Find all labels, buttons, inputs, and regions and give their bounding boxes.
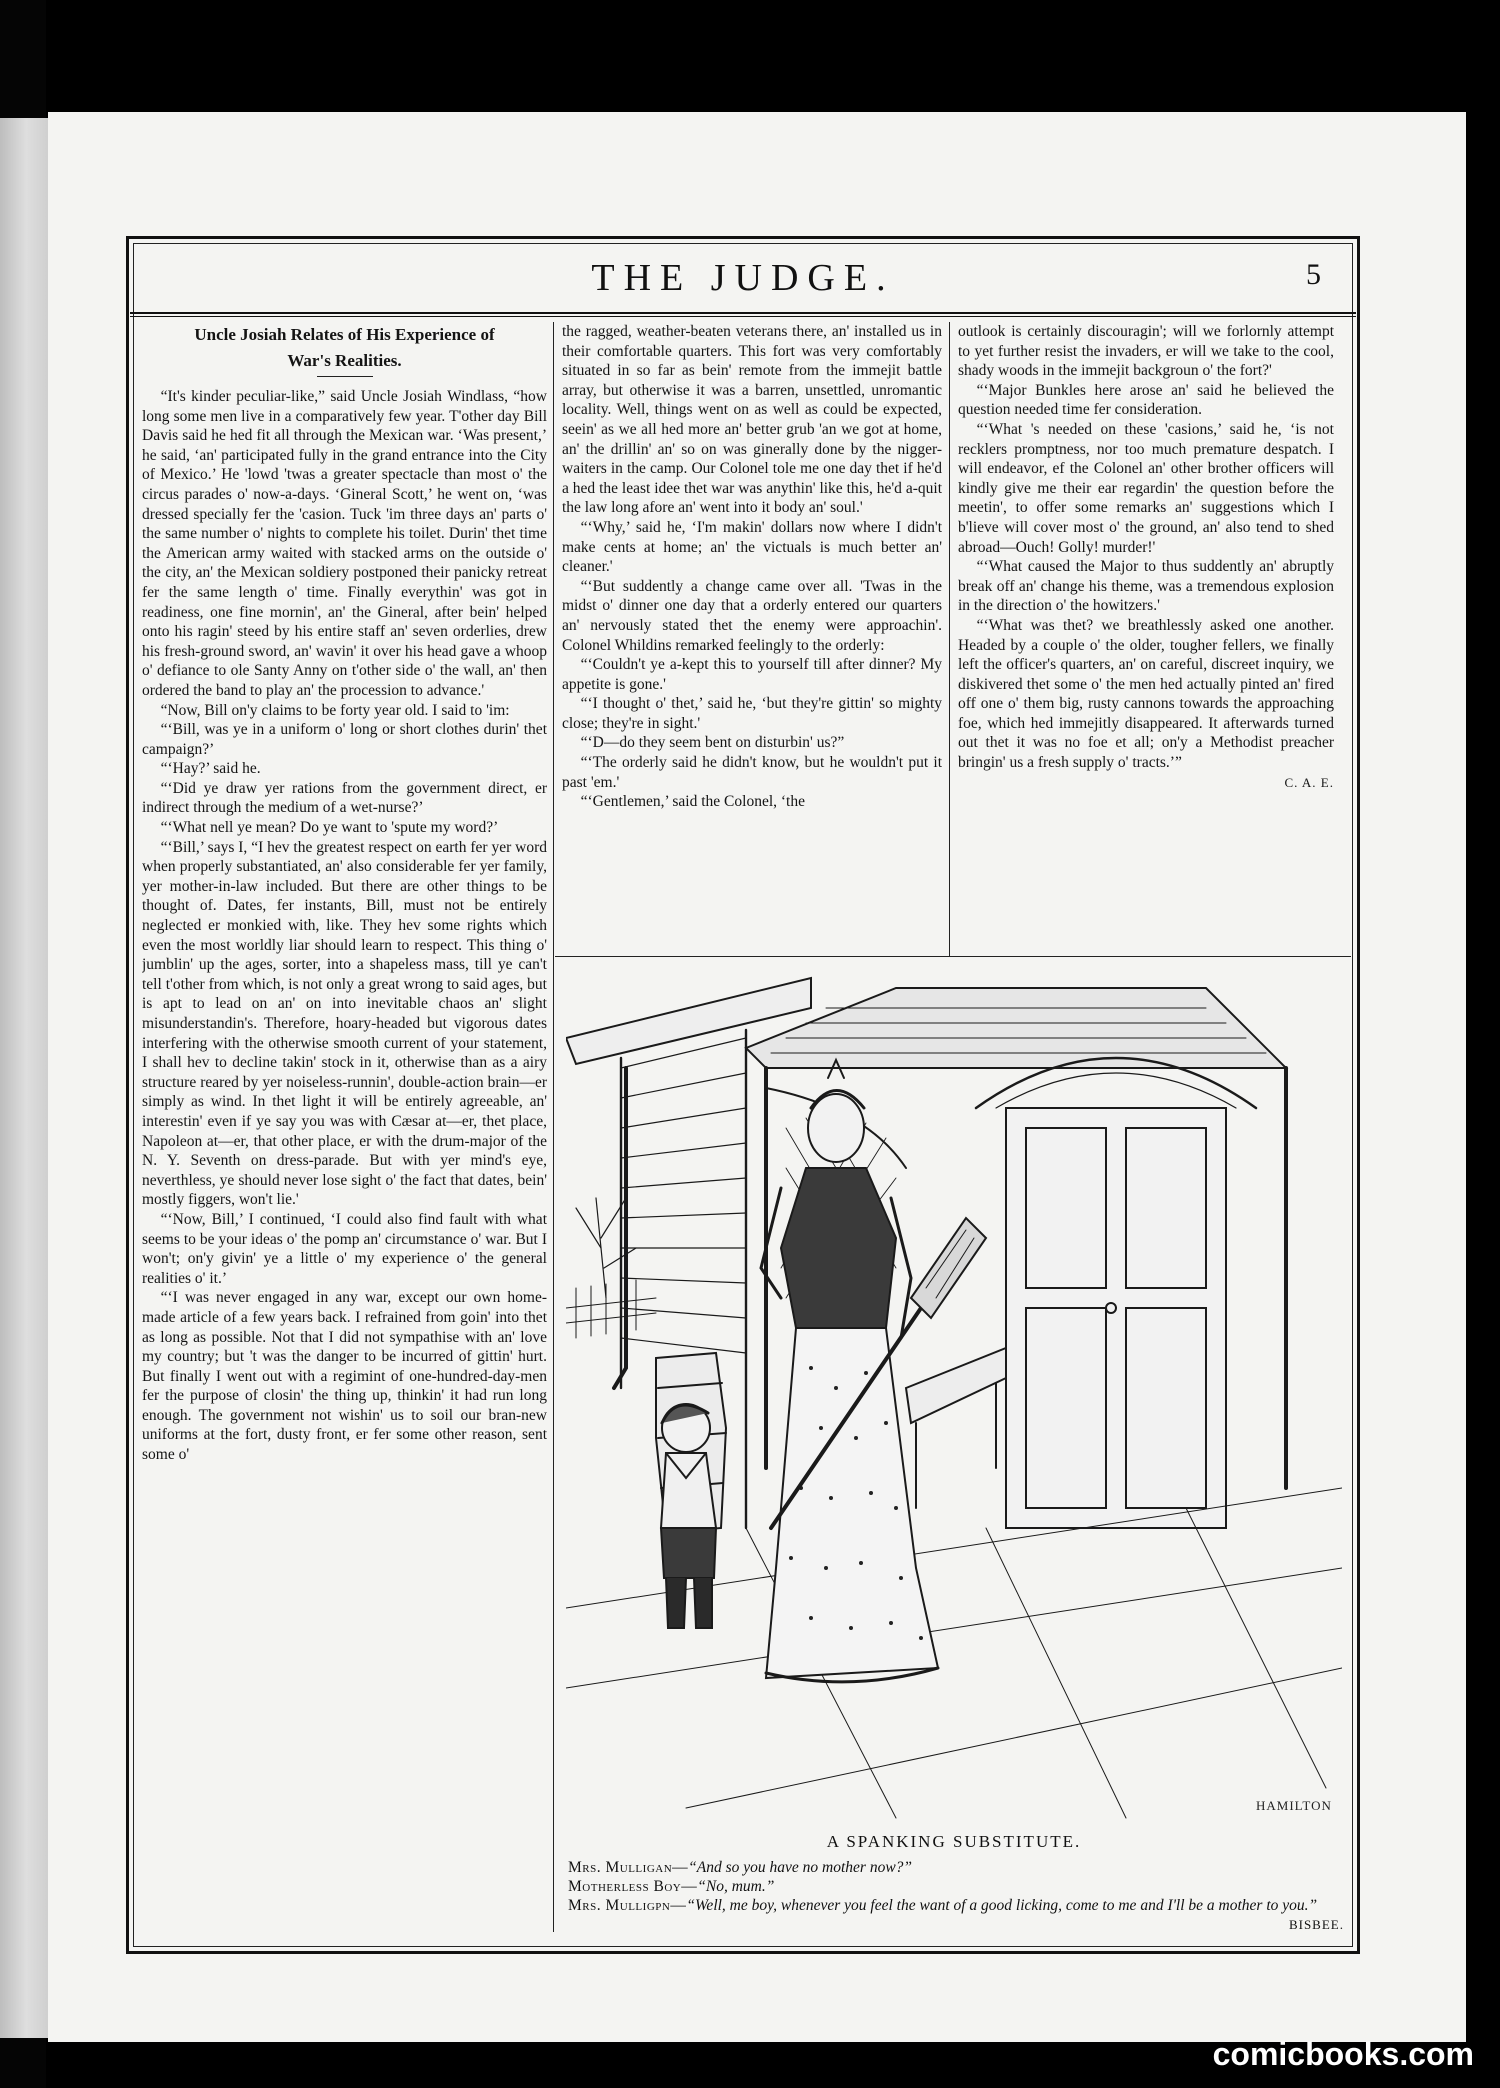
column-divider-1 [553, 322, 554, 1932]
paragraph: “‘What was thet? we breathlessly asked one another. Headed by a couple o' the older, tougher fellers, we finally left the officer's quarters, an' on careful, discreet inquiry, we diskivered thet some o' the men hed actually pinted an' fired off one o' them big, rusty cannons towards the approaching foe, which hed immejitly disappeared. It afterwards turned out thet it was no foe et all; on'y a Methodist preacher bringin' us a fresh supply o' tracts.’” [958, 616, 1334, 772]
picket-fence [566, 1280, 656, 1338]
caption-signature: BISBEE. [1288, 1917, 1344, 1932]
house-siding [621, 1038, 746, 1353]
speaker-label: Motherless Boy— [568, 1878, 698, 1895]
dialogue-line-1 [568, 1858, 1344, 1877]
column-divider-2 [949, 322, 950, 956]
paragraph: the ragged, weather-beaten veterans there, an' installed us in their comfortable quarters. This fort was very comfortably situated in so far as bein' remote from the immejit battle array, but otherwise it was a barren, unsettled, unromantic locality. Well, things went on as well as could be expected, seein' as we all hed more an' better grub 'an we got at home, an' the drillin' an' so on was ginerally done by the nigger-waiters in the camp. Our Colonel tole me one day thet if he'd a hed the least idee thet war was anythin' like this, he'd a-quit the law long afore an' went into it body an' soul.' [562, 323, 942, 517]
paragraph: outlook is certainly discouragin'; will we forlornly attempt to yet further resist the invaders, er will we take to the cool, shady woods in the immejit backgroun o' the fort?' [958, 323, 1334, 380]
paragraph: “‘Did ye draw yer rations from the government direct, er indirect through the medium of a wet-nurse?’ [142, 779, 547, 817]
paragraph: “‘Hay?’ said he. [160, 760, 261, 778]
porch-roof [746, 988, 1286, 1068]
polka-dot-skirt [766, 1328, 938, 1678]
paragraph: “‘What caused the Major to thus suddently an' abruptly break off an' change his theme, was a tremendous explosion in the direction o' the howitzers.' [958, 558, 1334, 615]
article-title-line-1: Uncle Josiah Relates of His Experience of [194, 325, 495, 344]
page-number: 5 [1306, 258, 1321, 291]
motherless-boy-figure [661, 1404, 716, 1628]
dialogue-line-2 [568, 1877, 1344, 1896]
dialogue-line-3 [568, 1896, 1344, 1932]
article-title-line-2: War's Realities. [287, 351, 402, 370]
illustration-rule [555, 956, 1351, 957]
paragraph: “‘Major Bunkles here arose an' said he believed the question needed time fer consideration. [958, 381, 1334, 419]
article-title [142, 322, 547, 374]
paragraph: “‘I thought o' thet,’ said he, ‘but they're gittin' so mighty close; they're in sight.' [562, 695, 942, 732]
cartoon-illustration [566, 968, 1342, 1820]
caption-title: A SPANKING SUBSTITUTE. [826, 1832, 1082, 1851]
masthead-title: THE JUDGE. [591, 257, 895, 299]
dialogue-text: “Well, me boy, whenever you feel the want of a good licking, come to me and I'll be a mother to you.” [686, 1897, 1318, 1914]
front-door [1006, 1108, 1226, 1528]
paragraph: “‘Couldn't ye a-kept this to yourself till after dinner? My appetite is gone.' [562, 656, 942, 693]
facing-page-edge [0, 118, 48, 2038]
paragraph: “‘But suddently a change came over all. 'Twas in the midst o' dinner one day that a orderly entered our quarters an' nervously stated thet the enemy were approachin'. Colonel Whildins remarked feelingly to the orderly: [562, 577, 942, 654]
paragraph: “‘D—do they seem bent on disturbin' us?” [580, 734, 845, 752]
title-rule [317, 376, 373, 377]
article-column-1 [142, 322, 547, 1930]
porch-bench [906, 1348, 1006, 1423]
paragraph: “‘The orderly said he didn't know, but he wouldn't put it past 'em.' [562, 754, 942, 791]
paragraph: “It's kinder peculiar-like,” said Uncle Josiah Windlass, “how long some men live in a comparatively few year. T'other day Bill Davis said he hed fit all through the Mexican war. ‘Was present,’ he said, ‘an' participated fully in the grand entrance into the City of Mexico.’ He 'lowd 'twas a greater spectacle than most o' the circus parades o' now-a-days. ‘Gineral Scott,’ he went on, ‘was dressed specially fer the 'casion. Tuck 'im three days an' parts o' the same number o' nights to complete his toilet. Durin' thet time the American army waited with stacked arms on the outside o' the city, an' the Mexican soldiery postponed their panicky retreat fer the same length o' time. Finally everythin' was got in readiness, one fine mornin', an' the Gineral, after bein' helped onto his ragin' steed by his entire staff an' seven orderlies, drew his fresh-ground sword, an' wavin' it over his head gave a whoop o' defiance to ole Santy Anny on t'other side o' the wall, an' then ordered the band to play an' the procession to advance.' [142, 388, 547, 699]
paragraph: “‘What 's needed on these 'casions,’ said he, ‘is not recklers promptness, nor too much premature despatch. I will endeavor, ef the Colonel an' other brother officers will kindly give me their ear regardin' the question before the meetin', to offer some remarks an' suggestions which I b'lieve will cover most o' the ground, an' also tend to shed abroad—Ouch! Golly! murder!' [958, 420, 1334, 556]
mrs-mulligan-figure [761, 1060, 938, 1682]
article-column-3 [958, 322, 1334, 952]
dialogue-text: “No, mum.” [697, 1878, 775, 1895]
article-column-2 [562, 322, 942, 952]
paragraph: “‘Gentlemen,’ said the Colonel, ‘the [580, 793, 805, 811]
paragraph: “‘Bill, was ye in a uniform o' long or short clothes durin' thet campaign?’ [142, 721, 547, 758]
artist-signature: HAMILTON [1256, 1798, 1332, 1813]
masthead-rule [130, 312, 1356, 314]
article-signature: C. A. E. [1284, 774, 1334, 790]
masthead-rule-thin [130, 316, 1356, 317]
paragraph: “‘What nell ye mean? Do ye want to 'spute my word?’ [160, 819, 499, 837]
paragraph: “Now, Bill on'y claims to be forty year old. I said to 'im: [160, 701, 510, 719]
paragraph: “‘Bill,’ says I, “I hev the greatest respect on earth fer yer word when properly substantiated, an' also considerable fer yer family, yer mother-in-law included. But there are other things to be thought of. Dates, fer instants, Bill, must not be entirely neglected er monkied with, like. They hev some rights which even the most worldly liar should learn to respect. This thing o' jumblin' up the ages, sorter, into a shapeless mass, till ye can't tell t'other from which, is not only a great wrong to said ages, but is apt to lead on an' on into inevitable chaos an' slight misunderstandin's. Therefore, hoary-headed but vigorous dates interfering with the otherwise smooth current of your statement, I shall hev to decline takin' stock in it, otherwise than as a airy structure reared by yer noiseless-runnin', double-action brain—er simply as wind. In thet light it will be entirely agreeable, an' interestin' even if ye say you was with Cæsar at—er, thet place, Napoleon at—er, that other place, er with the drum-major of the N. Y. Seventh on dress-parade. But with yer mind's eye, neverthless, ye should never lose sight o' the fact that dates, bein' mostly figgers, won't lie.' [142, 838, 547, 1209]
paragraph: “‘Now, Bill,’ I continued, ‘I could also find fault with what seems to be your ideas o' the pomp an' circumstance o' war. But I won't; on'y givin' ye a little o' my experience o' the general realities o' it.’ [142, 1210, 547, 1287]
dialogue-text: “And so you have no mother now?” [688, 1859, 913, 1876]
caption-dialogue [568, 1858, 1344, 1934]
speaker-label: Mrs. Mulligpn— [568, 1897, 687, 1914]
paragraph: “‘I was never engaged in any war, except our own home-made article of a few years back. I refrained from goin' into thet as long as possible. Not that I did not sympathise with an' love my country; but 't was the danger to be incurred of gittin' hurt. But finally I went out with a regimint of one-hundred-day-men fer the purpose of closin' the thing up, thinkin' it had run long enough. The government not wishin' us to soil our bran-new uniforms at the fort, dusty front, er fer some other reason, sent some o' [142, 1289, 547, 1464]
watermark: comicbooks.com [1212, 2036, 1474, 2072]
speaker-label: Mrs. Mulligan— [568, 1859, 689, 1876]
paragraph: “‘Why,’ said he, ‘I'm makin' dollars now where I didn't make cents at home; an' the victuals is much better an' cleaner.' [562, 518, 942, 576]
